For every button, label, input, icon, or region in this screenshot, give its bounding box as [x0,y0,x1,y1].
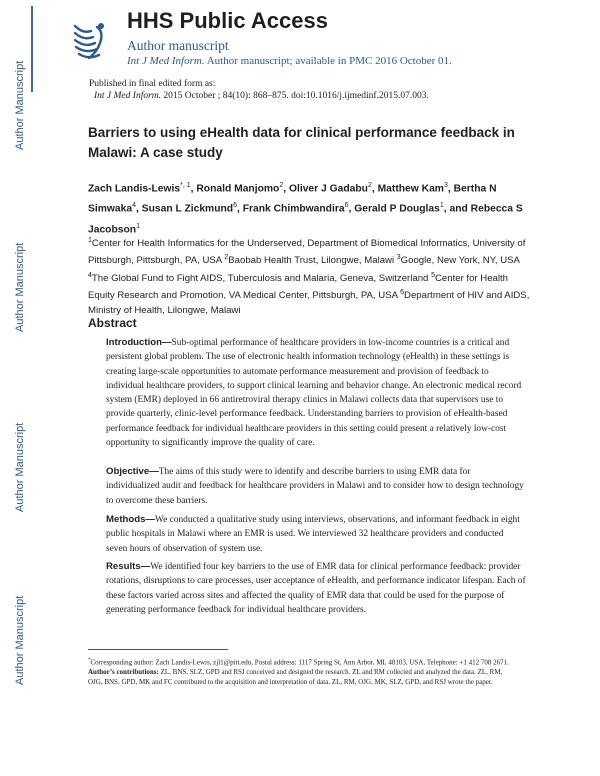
footnotes [88,656,518,688]
hhs-public-access-title: HHS Public Access [127,8,328,33]
affiliation-text: Department of HIV and AIDS, Ministry of Health, Lilongwe, Malawi [88,290,530,316]
author-name: Bertha N Simwaka [88,183,497,215]
affiliation-marker: 6 [400,289,405,297]
introduction-text: Sub-optimal performance of healthcare providers in low-income countries is a critical and persistent global problem. The use of electronic health information technology (eHealth) in these settings is creating large-scale opportunities to automate performance measurement and provision of feedback to individual healthcare providers, to support clinical learning and behavior change. An electronic medical record system (EMR) deployed in 66 antiretroviral therapy clinics in Malawi collects data that supervisors use to provide quarterly, clinic-level performance feedback. Understanding barriers to provision of eHealth-based performance feedback for individual healthcare providers in this setting could present a relatively low-cost opportunity to significantly improve the quality of care. [106,338,522,449]
affiliation-text: Google, New York, NY, USA [400,255,520,267]
footnote-divider [88,649,228,650]
author-separator: , [135,203,142,215]
author-name: Matthew Kam [377,183,444,195]
author-separator: , and [443,203,471,215]
journal-name: Int J Med Inform. [127,55,205,67]
author-separator: , [348,203,355,215]
affiliation-marker: 1 [88,237,92,244]
objective-label: Objective— [106,466,159,477]
citation-journal: Int J Med Inform. [94,91,162,101]
article-title: Barriers to using eHealth data for clinical performance feedback in Malawi: A case study [88,125,515,160]
author-affiliation-marker: *, 1 [180,182,191,189]
introduction-label: Introduction— [106,337,172,348]
side-label-author-manuscript: Author Manuscript [14,422,26,512]
author-separator: , [447,183,454,195]
methods-label: Methods— [106,514,156,525]
affiliation-text: Baobab Health Trust, Lilongwe, Malawi [228,255,397,267]
journal-availability-line [127,55,452,67]
affiliation-text: The Global Fund to Fight AIDS, Tuberculosis and Malaria, Geneva, Switzerland [91,273,432,285]
results-text: We identified four key barriers to the use of EMR data for clinical performance feedback: provider rotations, disruptions to care processes, user acceptance of eHealth, and performance indicator lifespan. Each of these factors varied across sites and affected the quality of EMR data that could be used for the purpose of generating performance feedback for individual healthcare providers. [106,562,526,615]
author-name: Zach Landis-Lewis [88,183,181,195]
author-name: Frank Chimbwandira [242,203,345,215]
side-label-author-manuscript: Author Manuscript [14,595,26,685]
author-affiliation-marker: 6 [344,202,349,210]
affiliation-marker: 5 [431,271,435,279]
availability-text: Author manuscript; available in PMC 2016 October 01. [204,55,452,67]
author-affiliation-marker: 1 [439,202,444,210]
author-name: Gerald P Douglas [354,203,440,215]
published-in-block [89,78,429,102]
affiliation-marker: 2 [224,254,229,262]
abstract-results [106,560,526,617]
author-manuscript-subtitle: Author manuscript [127,38,229,53]
published-in-label: Published in final edited form as: [89,79,216,89]
corresponding-mark: * [88,658,91,663]
author-separator: , [190,183,197,195]
author-affiliation-marker: 3 [443,182,448,189]
abstract-introduction [106,336,526,450]
methods-text: We conducted a qualitative study using interviews, observations, and informant feedback in eight public hospitals in Malawi where an EMR is used. We interviewed 32 healthcare providers and conducted seven hours of observation of system use. [106,515,520,554]
citation-details: 2015 October ; 84(10): 868–875. doi:10.1016/j.ijmedinf.2015.07.003. [161,91,429,101]
header-divider-line [31,6,33,92]
abstract-heading: Abstract [88,316,137,330]
corresponding-author-note [88,656,518,668]
affiliation-marker: 3 [396,254,401,262]
contributions-text: ZL, BNS, SLZ, GPD and RSJ conceived and designed the research. ZL and RM collected and analyzed the data. ZL, RM, OJG, BNS, GPD, MK and FC contributed to the acquisition and interpretation of data. ZL, RM, OJG, MK, SLZ, GPD, and RSJ wrote the paper. [88,668,503,686]
author-affiliation-marker: 1 [136,222,140,230]
author-name: Oliver J Gadabu [288,183,368,195]
author-list [88,177,528,238]
author-affiliation-marker: 2 [367,182,372,189]
citation-line [89,90,429,102]
side-label-author-manuscript: Author Manuscript [14,242,26,332]
author-name: Rebecca S Jacobson [88,203,523,236]
contributions-label: Author’s contributions: [88,668,159,677]
author-affiliation-marker: 2 [279,182,284,189]
author-contributions-note [88,668,518,688]
abstract-objective [106,465,526,508]
author-name: Ronald Manjomo [196,183,280,195]
affiliations [88,234,533,318]
corresponding-text: Corresponding author: Zach Landis-Lewis, zjl1@pitt.edu, Postal address: 1117 Spring St, Ann Arbor, MI, 48103, USA, Telephone: +1 412 708 2671. [90,658,509,667]
author-affiliation-marker: 4 [132,202,136,210]
results-label: Results— [106,561,151,572]
affiliation-text: Center for Health Informatics for the Underserved, Department of Biomedical Informatics, University of Pittsburgh, Pittsburgh, PA, USA [88,238,526,267]
author-separator: , [283,183,289,195]
side-label-author-manuscript: Author Manuscript [14,60,26,150]
abstract-methods [106,513,526,556]
author-affiliation-marker: 6 [233,202,237,210]
affiliation-marker: 4 [88,271,92,279]
author-separator: , [236,203,243,215]
affiliation-text: Center for Health Equity Research and Promotion, VA Medical Center, Pittsburgh, PA, USA [88,273,509,302]
author-name: Susan L Zickmund [141,203,234,215]
objective-text: The aims of this study were to identify and describe barriers to using EMR data for individualized audit and feedback for healthcare providers in Malawi and to consider how to design technology to overcome these barriers. [106,467,524,506]
hhs-eagle-logo-icon [71,18,109,64]
author-separator: , [371,183,378,195]
